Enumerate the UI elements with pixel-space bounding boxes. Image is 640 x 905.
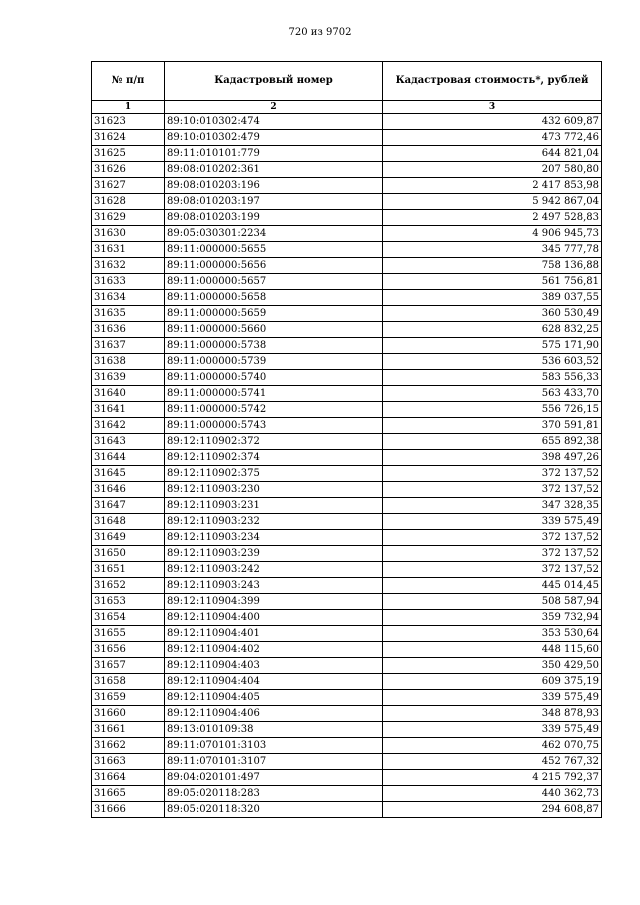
row-number-cell: 31628 bbox=[92, 194, 165, 210]
cadastral-value-cell: 339 575,49 bbox=[383, 690, 602, 706]
cadastral-value-cell: 445 014,45 bbox=[383, 578, 602, 594]
cadastral-number-cell: 89:12:110903:230 bbox=[165, 482, 383, 498]
table-row bbox=[92, 146, 602, 162]
cadastral-number-cell: 89:11:000000:5741 bbox=[165, 386, 383, 402]
cadastral-number-cell: 89:12:110904:402 bbox=[165, 642, 383, 658]
cadastral-value-cell: 372 137,52 bbox=[383, 562, 602, 578]
cadastral-value-cell: 359 732,94 bbox=[383, 610, 602, 626]
cadastral-number-cell: 89:12:110902:374 bbox=[165, 450, 383, 466]
row-number-cell: 31653 bbox=[92, 594, 165, 610]
table-row bbox=[92, 418, 602, 434]
row-number-cell: 31624 bbox=[92, 130, 165, 146]
table-header-row bbox=[92, 62, 602, 101]
table-row bbox=[92, 226, 602, 242]
table-row bbox=[92, 402, 602, 418]
table-row bbox=[92, 162, 602, 178]
cadastral-value-cell: 5 942 867,04 bbox=[383, 194, 602, 210]
row-number-cell: 31652 bbox=[92, 578, 165, 594]
row-number-cell: 31654 bbox=[92, 610, 165, 626]
column-index-row bbox=[92, 101, 602, 114]
cadastral-number-cell: 89:12:110904:406 bbox=[165, 706, 383, 722]
cadastral-number-cell: 89:12:110903:231 bbox=[165, 498, 383, 514]
cadastral-number-cell: 89:10:010302:479 bbox=[165, 130, 383, 146]
cadastral-value-cell: 452 767,32 bbox=[383, 754, 602, 770]
table-body bbox=[92, 114, 602, 818]
row-number-cell: 31630 bbox=[92, 226, 165, 242]
row-number-cell: 31640 bbox=[92, 386, 165, 402]
table-row bbox=[92, 354, 602, 370]
cadastral-value-cell: 350 429,50 bbox=[383, 658, 602, 674]
row-number-cell: 31632 bbox=[92, 258, 165, 274]
table-row bbox=[92, 626, 602, 642]
row-number-cell: 31656 bbox=[92, 642, 165, 658]
cadastral-number-cell: 89:11:000000:5658 bbox=[165, 290, 383, 306]
table-row bbox=[92, 562, 602, 578]
cadastral-number-cell: 89:04:020101:497 bbox=[165, 770, 383, 786]
table-row bbox=[92, 530, 602, 546]
row-number-cell: 31662 bbox=[92, 738, 165, 754]
cadastral-number-cell: 89:11:000000:5739 bbox=[165, 354, 383, 370]
cadastral-value-cell: 4 906 945,73 bbox=[383, 226, 602, 242]
table-row bbox=[92, 306, 602, 322]
row-number-cell: 31635 bbox=[92, 306, 165, 322]
table-row bbox=[92, 786, 602, 802]
row-number-cell: 31644 bbox=[92, 450, 165, 466]
cadastral-value-cell: 561 756,81 bbox=[383, 274, 602, 290]
cadastral-value-cell: 575 171,90 bbox=[383, 338, 602, 354]
cadastral-number-cell: 89:10:010302:474 bbox=[165, 114, 383, 130]
table-row bbox=[92, 498, 602, 514]
table-row bbox=[92, 642, 602, 658]
table-row bbox=[92, 674, 602, 690]
cadastral-value-cell: 508 587,94 bbox=[383, 594, 602, 610]
cadastral-number-cell: 89:11:000000:5742 bbox=[165, 402, 383, 418]
cadastral-value-cell: 448 115,60 bbox=[383, 642, 602, 658]
cadastral-number-cell: 89:05:020118:283 bbox=[165, 786, 383, 802]
table-row bbox=[92, 258, 602, 274]
cadastral-number-cell: 89:12:110903:232 bbox=[165, 514, 383, 530]
cadastral-value-cell: 556 726,15 bbox=[383, 402, 602, 418]
row-number-cell: 31633 bbox=[92, 274, 165, 290]
cadastral-number-cell: 89:12:110903:234 bbox=[165, 530, 383, 546]
row-number-cell: 31641 bbox=[92, 402, 165, 418]
cadastral-number-cell: 89:12:110904:403 bbox=[165, 658, 383, 674]
row-number-cell: 31663 bbox=[92, 754, 165, 770]
table-row bbox=[92, 690, 602, 706]
cadastral-value-cell: 294 608,87 bbox=[383, 802, 602, 818]
table-row bbox=[92, 802, 602, 818]
table-row bbox=[92, 130, 602, 146]
cadastral-value-cell: 2 497 528,83 bbox=[383, 210, 602, 226]
table-row bbox=[92, 610, 602, 626]
row-number-cell: 31648 bbox=[92, 514, 165, 530]
row-number-cell: 31657 bbox=[92, 658, 165, 674]
cadastral-number-cell: 89:08:010202:361 bbox=[165, 162, 383, 178]
row-number-cell: 31639 bbox=[92, 370, 165, 386]
cadastral-value-cell: 609 375,19 bbox=[383, 674, 602, 690]
table-row bbox=[92, 482, 602, 498]
table-row bbox=[92, 514, 602, 530]
cadastral-value-cell: 372 137,52 bbox=[383, 482, 602, 498]
table-row bbox=[92, 722, 602, 738]
cadastral-number-cell: 89:11:000000:5657 bbox=[165, 274, 383, 290]
table-row bbox=[92, 210, 602, 226]
cadastral-number-cell: 89:12:110904:401 bbox=[165, 626, 383, 642]
table-row bbox=[92, 450, 602, 466]
table-row bbox=[92, 242, 602, 258]
cadastral-number-cell: 89:12:110904:400 bbox=[165, 610, 383, 626]
cadastral-number-cell: 89:12:110902:375 bbox=[165, 466, 383, 482]
cadastral-value-cell: 536 603,52 bbox=[383, 354, 602, 370]
cadastral-number-cell: 89:11:000000:5660 bbox=[165, 322, 383, 338]
cadastral-number-cell: 89:12:110903:242 bbox=[165, 562, 383, 578]
cadastral-number-cell: 89:05:020118:320 bbox=[165, 802, 383, 818]
cadastral-value-cell: 348 878,93 bbox=[383, 706, 602, 722]
row-number-cell: 31649 bbox=[92, 530, 165, 546]
table-row bbox=[92, 290, 602, 306]
cadastral-number-cell: 89:12:110904:399 bbox=[165, 594, 383, 610]
table-row bbox=[92, 322, 602, 338]
cadastral-value-table bbox=[91, 61, 602, 818]
table-row bbox=[92, 466, 602, 482]
cadastral-value-cell: 345 777,78 bbox=[383, 242, 602, 258]
cadastral-number-cell: 89:11:000000:5738 bbox=[165, 338, 383, 354]
row-number-cell: 31629 bbox=[92, 210, 165, 226]
cadastral-value-cell: 339 575,49 bbox=[383, 514, 602, 530]
cadastral-number-cell: 89:08:010203:197 bbox=[165, 194, 383, 210]
cadastral-number-cell: 89:12:110903:239 bbox=[165, 546, 383, 562]
row-number-cell: 31642 bbox=[92, 418, 165, 434]
cadastral-value-cell: 583 556,33 bbox=[383, 370, 602, 386]
table-row bbox=[92, 178, 602, 194]
table-row bbox=[92, 274, 602, 290]
cadastral-value-cell: 389 037,55 bbox=[383, 290, 602, 306]
cadastral-number-cell: 89:11:070101:3107 bbox=[165, 754, 383, 770]
cadastral-value-cell: 628 832,25 bbox=[383, 322, 602, 338]
cadastral-value-cell: 473 772,46 bbox=[383, 130, 602, 146]
cadastral-value-cell: 347 328,35 bbox=[383, 498, 602, 514]
cadastral-number-cell: 89:11:000000:5656 bbox=[165, 258, 383, 274]
table-row bbox=[92, 434, 602, 450]
table-row bbox=[92, 338, 602, 354]
row-number-cell: 31627 bbox=[92, 178, 165, 194]
cadastral-number-cell: 89:11:010101:779 bbox=[165, 146, 383, 162]
cadastral-value-cell: 372 137,52 bbox=[383, 546, 602, 562]
table-row bbox=[92, 594, 602, 610]
table-row bbox=[92, 370, 602, 386]
column-index: 3 bbox=[383, 101, 602, 114]
row-number-cell: 31646 bbox=[92, 482, 165, 498]
cadastral-number-cell: 89:08:010203:196 bbox=[165, 178, 383, 194]
cadastral-value-cell: 370 591,81 bbox=[383, 418, 602, 434]
row-number-cell: 31659 bbox=[92, 690, 165, 706]
column-index: 2 bbox=[165, 101, 383, 114]
table-row bbox=[92, 706, 602, 722]
row-number-cell: 31623 bbox=[92, 114, 165, 130]
cadastral-value-cell: 372 137,52 bbox=[383, 466, 602, 482]
table-row bbox=[92, 546, 602, 562]
cadastral-value-cell: 462 070,75 bbox=[383, 738, 602, 754]
cadastral-number-cell: 89:11:000000:5659 bbox=[165, 306, 383, 322]
cadastral-number-cell: 89:12:110904:404 bbox=[165, 674, 383, 690]
cadastral-number-cell: 89:12:110903:243 bbox=[165, 578, 383, 594]
cadastral-value-cell: 758 136,88 bbox=[383, 258, 602, 274]
row-number-cell: 31645 bbox=[92, 466, 165, 482]
row-number-cell: 31658 bbox=[92, 674, 165, 690]
cadastral-number-cell: 89:11:000000:5743 bbox=[165, 418, 383, 434]
table-row bbox=[92, 114, 602, 130]
table-row bbox=[92, 194, 602, 210]
cadastral-value-cell: 207 580,80 bbox=[383, 162, 602, 178]
row-number-cell: 31661 bbox=[92, 722, 165, 738]
cadastral-value-cell: 432 609,87 bbox=[383, 114, 602, 130]
cadastral-value-cell: 655 892,38 bbox=[383, 434, 602, 450]
table-row bbox=[92, 578, 602, 594]
cadastral-number-cell: 89:05:030301:2234 bbox=[165, 226, 383, 242]
cadastral-value-cell: 339 575,49 bbox=[383, 722, 602, 738]
cadastral-number-cell: 89:11:070101:3103 bbox=[165, 738, 383, 754]
row-number-cell: 31637 bbox=[92, 338, 165, 354]
row-number-cell: 31650 bbox=[92, 546, 165, 562]
cadastral-value-cell: 4 215 792,37 bbox=[383, 770, 602, 786]
column-index: 1 bbox=[92, 101, 165, 114]
row-number-cell: 31625 bbox=[92, 146, 165, 162]
cadastral-number-cell: 89:11:000000:5655 bbox=[165, 242, 383, 258]
row-number-cell: 31651 bbox=[92, 562, 165, 578]
row-number-cell: 31660 bbox=[92, 706, 165, 722]
header-cadastral-value: Кадастровая стоимость*, рублей bbox=[383, 62, 602, 101]
cadastral-number-cell: 89:12:110902:372 bbox=[165, 434, 383, 450]
cadastral-number-cell: 89:13:010109:38 bbox=[165, 722, 383, 738]
header-row-number: № п/п bbox=[92, 62, 165, 101]
row-number-cell: 31665 bbox=[92, 786, 165, 802]
cadastral-number-cell: 89:11:000000:5740 bbox=[165, 370, 383, 386]
table-row bbox=[92, 386, 602, 402]
cadastral-value-cell: 2 417 853,98 bbox=[383, 178, 602, 194]
row-number-cell: 31626 bbox=[92, 162, 165, 178]
table-row bbox=[92, 770, 602, 786]
cadastral-value-cell: 360 530,49 bbox=[383, 306, 602, 322]
row-number-cell: 31643 bbox=[92, 434, 165, 450]
row-number-cell: 31631 bbox=[92, 242, 165, 258]
row-number-cell: 31634 bbox=[92, 290, 165, 306]
cadastral-value-cell: 440 362,73 bbox=[383, 786, 602, 802]
cadastral-value-cell: 353 530,64 bbox=[383, 626, 602, 642]
cadastral-value-cell: 398 497,26 bbox=[383, 450, 602, 466]
cadastral-number-cell: 89:12:110904:405 bbox=[165, 690, 383, 706]
page-number: 720 из 9702 bbox=[288, 27, 352, 38]
cadastral-value-cell: 644 821,04 bbox=[383, 146, 602, 162]
table-row bbox=[92, 658, 602, 674]
row-number-cell: 31655 bbox=[92, 626, 165, 642]
table-row bbox=[92, 738, 602, 754]
cadastral-number-cell: 89:08:010203:199 bbox=[165, 210, 383, 226]
row-number-cell: 31638 bbox=[92, 354, 165, 370]
header-cadastral-number: Кадастровый номер bbox=[165, 62, 383, 101]
table-row bbox=[92, 754, 602, 770]
row-number-cell: 31636 bbox=[92, 322, 165, 338]
row-number-cell: 31664 bbox=[92, 770, 165, 786]
cadastral-value-cell: 372 137,52 bbox=[383, 530, 602, 546]
row-number-cell: 31666 bbox=[92, 802, 165, 818]
cadastral-value-cell: 563 433,70 bbox=[383, 386, 602, 402]
row-number-cell: 31647 bbox=[92, 498, 165, 514]
